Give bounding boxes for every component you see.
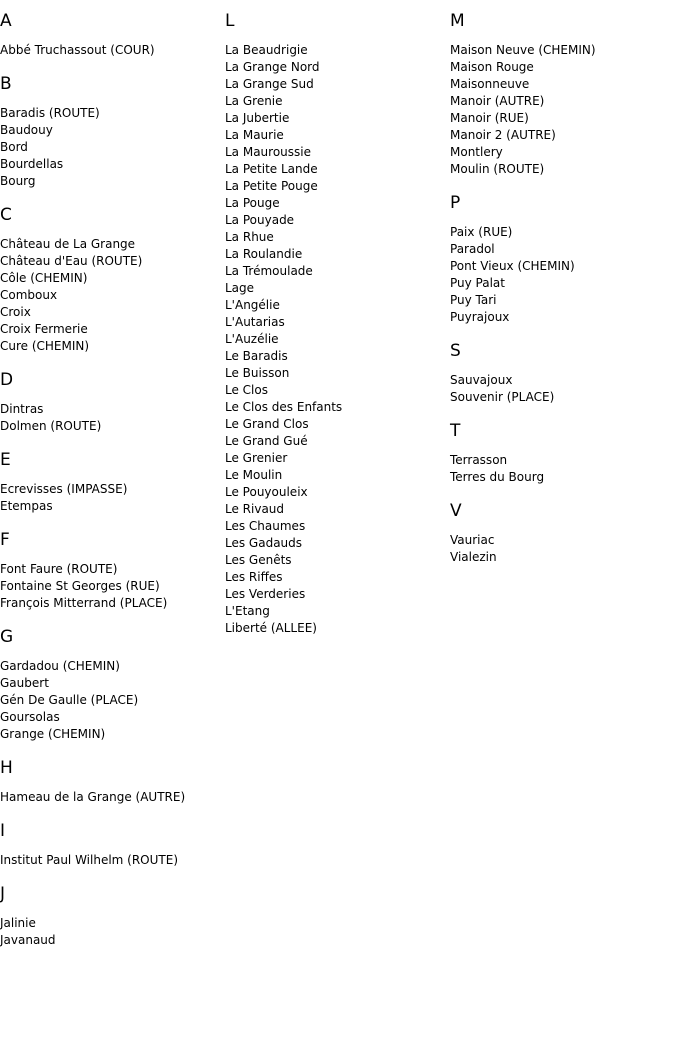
letter-heading: S <box>450 341 461 361</box>
letter-group <box>225 10 450 637</box>
street-list-item <box>0 139 225 156</box>
letter-group <box>0 73 225 190</box>
street-list-item <box>450 224 675 241</box>
street-link[interactable]: Manoir (AUTRE) <box>450 94 545 108</box>
street-link[interactable]: La Trémoulade <box>225 264 313 278</box>
street-list <box>450 532 675 566</box>
street-list-item <box>225 127 450 144</box>
street-link[interactable]: Paradol <box>450 242 495 256</box>
street-link[interactable]: Le Pouyouleix <box>225 485 308 499</box>
street-list-item <box>0 658 225 675</box>
street-list <box>0 42 225 59</box>
street-list-item <box>225 433 450 450</box>
street-link[interactable]: La Jubertie <box>225 111 290 125</box>
letter-group <box>0 10 225 59</box>
street-list-item <box>0 253 225 270</box>
street-list-item <box>225 93 450 110</box>
street-link[interactable]: Le Grand Gué <box>225 434 308 448</box>
letter-group <box>0 369 225 435</box>
street-list-item <box>225 365 450 382</box>
street-list-item <box>225 518 450 535</box>
letter-group <box>0 204 225 355</box>
street-link[interactable]: Grange (CHEMIN) <box>0 727 106 741</box>
street-link[interactable]: Souvenir (PLACE) <box>450 390 555 404</box>
street-link[interactable]: Le Buisson <box>225 366 290 380</box>
street-link[interactable]: Bourdellas <box>0 157 64 171</box>
street-link[interactable]: Ecrevisses (IMPASSE) <box>0 482 128 496</box>
letter-group <box>450 10 675 178</box>
street-link[interactable]: L'Auzélie <box>225 332 279 346</box>
letter-heading: V <box>450 501 462 521</box>
street-list-item <box>0 789 225 806</box>
street-link[interactable]: Puy Tari <box>450 293 497 307</box>
street-link[interactable]: Abbé Truchassout (COUR) <box>0 43 155 57</box>
street-list-item <box>450 275 675 292</box>
street-list-item <box>450 549 675 566</box>
letter-heading: F <box>0 530 10 550</box>
street-list-item <box>0 675 225 692</box>
street-list-item <box>225 161 450 178</box>
street-list-item <box>450 110 675 127</box>
street-list-item <box>0 561 225 578</box>
street-link[interactable]: Bourg <box>0 174 36 188</box>
street-list-item <box>450 258 675 275</box>
street-list-item <box>225 382 450 399</box>
street-list-item <box>225 501 450 518</box>
street-link[interactable]: Terres du Bourg <box>450 470 545 484</box>
street-link[interactable]: La Grange Nord <box>225 60 320 74</box>
street-link[interactable]: Sauvajoux <box>450 373 513 387</box>
street-link[interactable]: La Mauroussie <box>225 145 312 159</box>
street-link[interactable]: Maisonneuve <box>450 77 530 91</box>
street-link[interactable]: La Pouge <box>225 196 280 210</box>
street-link[interactable]: Croix <box>0 305 31 319</box>
letter-heading: J <box>0 884 6 904</box>
street-link[interactable]: Javanaud <box>0 933 56 947</box>
street-list-item <box>450 42 675 59</box>
street-link[interactable]: La Pouyade <box>225 213 295 227</box>
street-link[interactable]: Le Moulin <box>225 468 283 482</box>
street-link[interactable]: Vauriac <box>450 533 495 547</box>
street-list-item <box>0 338 225 355</box>
street-link[interactable]: François Mitterrand (PLACE) <box>0 596 168 610</box>
letter-group <box>0 757 225 806</box>
street-link[interactable]: L'Angélie <box>225 298 280 312</box>
street-link[interactable]: Pont Vieux (CHEMIN) <box>450 259 575 273</box>
street-list-item <box>225 195 450 212</box>
street-link[interactable]: Gardadou (CHEMIN) <box>0 659 120 673</box>
street-list-item <box>225 246 450 263</box>
street-link[interactable]: Maison Rouge <box>450 60 534 74</box>
letter-heading: L <box>225 11 235 31</box>
street-list <box>0 105 225 190</box>
street-list <box>450 42 675 178</box>
street-list <box>450 224 675 326</box>
street-list-item <box>225 263 450 280</box>
street-list <box>0 789 225 806</box>
street-list-item <box>450 309 675 326</box>
letter-group <box>0 449 225 515</box>
street-list-item <box>225 229 450 246</box>
street-link[interactable]: Manoir (RUE) <box>450 111 529 125</box>
letter-heading: B <box>0 74 12 94</box>
street-list-item <box>450 292 675 309</box>
street-link[interactable]: Gén De Gaulle (PLACE) <box>0 693 139 707</box>
street-list-item <box>450 59 675 76</box>
street-list <box>0 658 225 743</box>
street-list-item <box>225 535 450 552</box>
street-list-item <box>225 569 450 586</box>
letter-heading: H <box>0 758 13 778</box>
street-list-item <box>225 348 450 365</box>
street-link[interactable]: Maison Neuve (CHEMIN) <box>450 43 596 57</box>
street-list-item <box>225 42 450 59</box>
street-link[interactable]: La Rhue <box>225 230 274 244</box>
street-link[interactable]: Fontaine St Georges (RUE) <box>0 579 160 593</box>
street-list-item <box>225 416 450 433</box>
letter-group <box>450 340 675 406</box>
letter-heading: D <box>0 370 14 390</box>
street-list-item <box>0 401 225 418</box>
column-3 <box>450 10 675 580</box>
street-list-item <box>225 399 450 416</box>
street-list-item <box>0 915 225 932</box>
street-link[interactable]: Paix (RUE) <box>450 225 513 239</box>
street-link[interactable]: Goursolas <box>0 710 60 724</box>
street-list-item <box>450 93 675 110</box>
street-link[interactable]: Liberté (ALLEE) <box>225 621 317 635</box>
street-list-item <box>0 418 225 435</box>
street-link[interactable]: Dolmen (ROUTE) <box>0 419 102 433</box>
street-link[interactable]: Les Verderies <box>225 587 306 601</box>
street-link[interactable]: Côle (CHEMIN) <box>0 271 88 285</box>
street-list <box>450 452 675 486</box>
letter-heading: C <box>0 205 12 225</box>
street-list-item <box>225 331 450 348</box>
street-list <box>0 561 225 612</box>
street-link[interactable]: Manoir 2 (AUTRE) <box>450 128 556 142</box>
street-link[interactable]: Font Faure (ROUTE) <box>0 562 118 576</box>
street-link[interactable]: Le Baradis <box>225 349 288 363</box>
street-list-item <box>0 481 225 498</box>
street-list-item <box>225 467 450 484</box>
street-list-item <box>450 452 675 469</box>
street-list-item <box>0 692 225 709</box>
letter-heading: P <box>450 193 461 213</box>
street-list-item <box>450 532 675 549</box>
street-list-item <box>450 389 675 406</box>
street-list <box>0 401 225 435</box>
street-link[interactable]: Le Grenier <box>225 451 288 465</box>
street-link[interactable]: La Petite Pouge <box>225 179 318 193</box>
street-link[interactable]: Les Chaumes <box>225 519 306 533</box>
column-1 <box>0 10 225 963</box>
street-link[interactable]: Puy Palat <box>450 276 505 290</box>
letter-heading: G <box>0 627 14 647</box>
street-link[interactable]: Puyrajoux <box>450 310 510 324</box>
street-list-item <box>0 932 225 949</box>
street-list-item <box>0 498 225 515</box>
street-link[interactable]: Les Riffes <box>225 570 283 584</box>
street-link[interactable]: La Grange Sud <box>225 77 314 91</box>
street-list-item <box>225 76 450 93</box>
street-list-item <box>0 304 225 321</box>
street-link[interactable]: Jalinie <box>0 916 36 930</box>
street-list-item <box>225 314 450 331</box>
street-list <box>0 236 225 355</box>
letter-group <box>450 420 675 486</box>
street-list-item <box>0 709 225 726</box>
street-link[interactable]: Le Grand Clos <box>225 417 309 431</box>
street-link[interactable]: L'Autarias <box>225 315 285 329</box>
street-list-item <box>0 578 225 595</box>
street-link[interactable]: Bord <box>0 140 28 154</box>
street-list-item <box>450 144 675 161</box>
street-list-item <box>225 178 450 195</box>
street-list-item <box>225 59 450 76</box>
street-list <box>0 481 225 515</box>
street-list-item <box>225 552 450 569</box>
street-link[interactable]: Etempas <box>0 499 53 513</box>
street-list <box>225 42 450 637</box>
street-link[interactable]: Cure (CHEMIN) <box>0 339 90 353</box>
letter-group <box>450 500 675 566</box>
street-link[interactable]: Terrasson <box>450 453 508 467</box>
column-2 <box>225 10 450 651</box>
street-list-item <box>0 726 225 743</box>
street-link[interactable]: Croix Fermerie <box>0 322 88 336</box>
street-link[interactable]: La Beaudrigie <box>225 43 308 57</box>
street-list-item <box>0 122 225 139</box>
letter-heading: A <box>0 11 12 31</box>
letter-group <box>0 529 225 612</box>
street-list-item <box>0 270 225 287</box>
street-list-item <box>0 156 225 173</box>
street-link[interactable]: Le Rivaud <box>225 502 285 516</box>
street-link[interactable]: La Grenie <box>225 94 283 108</box>
street-list-item <box>450 161 675 178</box>
street-link[interactable]: L'Etang <box>225 604 270 618</box>
street-list-item <box>450 469 675 486</box>
street-list-item <box>225 297 450 314</box>
street-list <box>0 852 225 869</box>
street-link[interactable]: Montlery <box>450 145 503 159</box>
letter-group <box>0 883 225 949</box>
street-link[interactable]: Hameau de la Grange (AUTRE) <box>0 790 186 804</box>
street-list-item <box>0 287 225 304</box>
street-link[interactable]: Vialezin <box>450 550 497 564</box>
street-link[interactable]: La Maurie <box>225 128 284 142</box>
letter-group <box>0 626 225 743</box>
letter-heading: M <box>450 11 465 31</box>
street-link[interactable]: La Petite Lande <box>225 162 318 176</box>
street-list-item <box>0 595 225 612</box>
street-link[interactable]: Le Clos <box>225 383 268 397</box>
street-list-item <box>225 212 450 229</box>
street-list-item <box>450 372 675 389</box>
street-list-item <box>225 144 450 161</box>
street-list <box>0 915 225 949</box>
street-list-item <box>0 852 225 869</box>
street-link[interactable]: Le Clos des Enfants <box>225 400 343 414</box>
street-list-item <box>225 586 450 603</box>
street-list-item <box>450 76 675 93</box>
street-list-item <box>0 173 225 190</box>
street-list-item <box>225 280 450 297</box>
street-list-item <box>0 321 225 338</box>
street-link[interactable]: Château de La Grange <box>0 237 136 251</box>
letter-heading: I <box>0 821 6 841</box>
street-link[interactable]: Baradis (ROUTE) <box>0 106 100 120</box>
street-list-item <box>0 236 225 253</box>
street-link[interactable]: Gaubert <box>0 676 49 690</box>
letter-group <box>0 820 225 869</box>
street-link[interactable]: Les Gadauds <box>225 536 303 550</box>
street-link[interactable]: Dintras <box>0 402 44 416</box>
street-list-item <box>225 620 450 637</box>
street-list-item <box>225 484 450 501</box>
letter-heading: E <box>0 450 11 470</box>
street-link[interactable]: Les Genêts <box>225 553 292 567</box>
street-list-item <box>450 241 675 258</box>
street-link[interactable]: Lage <box>225 281 255 295</box>
street-list <box>450 372 675 406</box>
street-link[interactable]: Comboux <box>0 288 58 302</box>
street-link[interactable]: La Roulandie <box>225 247 303 261</box>
street-list-item <box>450 127 675 144</box>
street-list-item <box>225 110 450 127</box>
street-link[interactable]: Baudouy <box>0 123 53 137</box>
letter-group <box>450 192 675 326</box>
street-link[interactable]: Institut Paul Wilhelm (ROUTE) <box>0 853 179 867</box>
street-list-item <box>0 105 225 122</box>
street-list-item <box>0 42 225 59</box>
street-link[interactable]: Château d'Eau (ROUTE) <box>0 254 143 268</box>
letter-heading: T <box>450 421 461 441</box>
street-list-item <box>225 603 450 620</box>
street-link[interactable]: Moulin (ROUTE) <box>450 162 545 176</box>
street-list-item <box>225 450 450 467</box>
